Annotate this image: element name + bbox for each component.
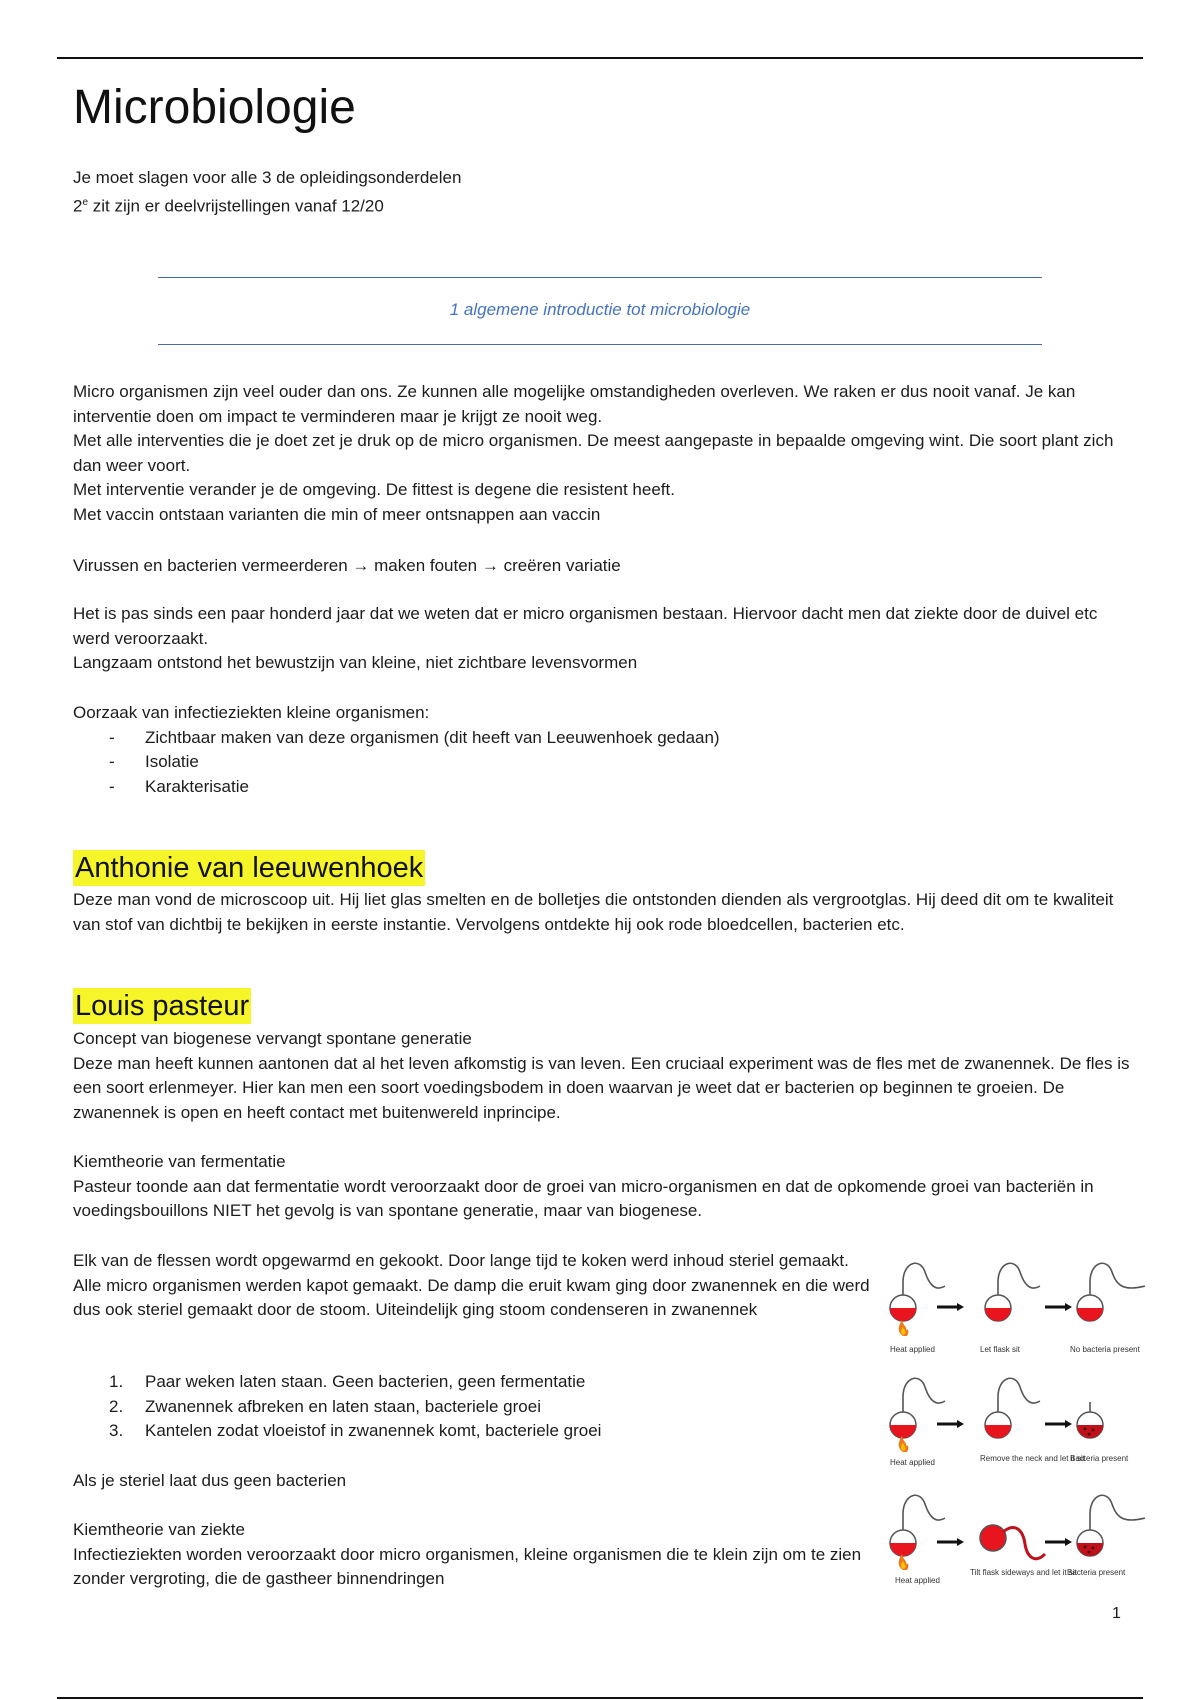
paragraph-line: Met alle interventies die je doet zet je druk op de micro organismen. De meest aangepaste in bepaalde omgeving wint. Die soort plant zich dan weer voort. <box>73 431 1114 475</box>
steps-block <box>73 1370 873 1444</box>
heading-leeuwenhoek: Anthonie van leeuwenhoek <box>75 852 424 884</box>
paragraph-line: Micro organismen zijn veel ouder dan ons. Ze kunnen alle mogelijke omstandigheden overleven. We raken er dus nooit vanaf. Je kan interventie doen om impact te verminderen maar je krijgt ze nooit weg. <box>73 382 1076 426</box>
list-item-text: Karakterisatie <box>145 776 249 796</box>
figure-label: Bacteria present <box>1070 1454 1129 1463</box>
list-dash: - <box>109 776 115 796</box>
flask-icon <box>1077 1495 1145 1556</box>
chapter-rule-top <box>158 277 1042 278</box>
figure-label: Let flask sit <box>980 1345 1021 1354</box>
list-item <box>73 1370 873 1395</box>
leeuwenhoek-text: Deze man vond de microscoop uit. Hij liet glas smelten en de bolletjes die ontstonden dienden als vergrootglas. Hij deed dit om te kwaliteit van stof van dichtbij te bekijken in eerste instantie. Vervolgens ontdekte hij ook rode bloedcellen, bacterien etc. <box>73 890 1114 934</box>
disease-block <box>73 1518 885 1592</box>
paragraph-line: Concept van biogenese vervangt spontane generatie <box>73 1029 472 1048</box>
list-item <box>73 775 1133 800</box>
list-number: 2. <box>109 1396 124 1416</box>
intro-line-1: Je moet slagen voor alle 3 de opleidingsonderdelen <box>73 168 462 187</box>
intro-line-2 <box>73 191 1133 219</box>
page-number: 1 <box>1112 1605 1121 1622</box>
flask-icon <box>1077 1263 1145 1321</box>
flask-icon <box>985 1378 1040 1438</box>
chapter-rule-bottom <box>158 344 1042 345</box>
figure-label: Bacteria present <box>1067 1568 1126 1577</box>
flask-icon <box>890 1495 945 1570</box>
list-dash: - <box>109 752 115 771</box>
list-item-text: Kantelen zodat vloeistof in zwanennek komt, bacteriele groei <box>145 1421 602 1440</box>
figure-row-2 <box>890 1378 1129 1467</box>
paragraph-line: Het is pas sinds een paar honderd jaar dat we weten dat er micro organismen bestaan. Hiervoor dacht men dat ziekte door de duivel etc werd veroorzaakt. <box>73 604 1098 648</box>
figure-label: Heat applied <box>895 1576 940 1585</box>
paragraph-line: Deze man heeft kunnen aantonen dat al het leven afkomstig is van leven. Een cruciaal experiment was de fles met de zwanennek. De fles is een soort erlenmeyer. Hier kan men een soort voedingsbodem in doen waarvan je weet dat er bacterien op beginnen te groeien. De zwanennek is open en heeft contact met buitenwereld inprincipe. <box>73 1053 1130 1122</box>
sterile-line: Als je steriel laat dus geen bacterien <box>73 1471 347 1490</box>
figure-label: Remove the neck and let it sit <box>980 1454 1085 1463</box>
list-number: 3. <box>109 1421 124 1440</box>
document-title: Microbiologie <box>73 81 356 134</box>
cause-block <box>73 701 1133 799</box>
paragraph-intro <box>73 380 1133 527</box>
list-item-text: Zichtbaar maken van deze organismen (dit heeft van Leeuwenhoek gedaan) <box>145 727 720 747</box>
list-item <box>73 1419 873 1444</box>
flask-icon <box>1077 1402 1103 1438</box>
figure-label: Heat applied <box>890 1345 935 1354</box>
flask-icon <box>890 1378 945 1452</box>
fermentation-title: Kiemtheorie van fermentatie <box>73 1152 286 1171</box>
paragraph-history <box>73 602 1133 676</box>
heading-pasteur: Louis pasteur <box>75 990 250 1022</box>
tilted-flask-icon <box>980 1525 1045 1559</box>
paragraph-line: Langzaam ontstond het bewustzijn van kleine, niet zichtbare levensvormen <box>73 653 638 672</box>
figure-label: Tilt flask sideways and let it sit <box>970 1568 1077 1577</box>
flask-icon <box>985 1263 1040 1321</box>
intro-line-2-rest: zit zijn er deelvrijstellingen vanaf 12/20 <box>88 196 384 216</box>
list-dash: - <box>109 727 115 747</box>
disease-title: Kiemtheorie van ziekte <box>73 1520 245 1539</box>
steps-list <box>73 1370 873 1444</box>
flasks-text: Elk van de flessen wordt opgewarmd en gekookt. Door lange tijd te koken werd inhoud steriel gemaakt. Alle micro organismen werden kapot gemaakt. De damp die eruit kwam ging door zwanennek en die werd dus ook steriel gemaakt door de stoom. Uiteindelijk ging stoom condenseren in zwanennek <box>73 1251 870 1319</box>
intro-block <box>73 166 1133 219</box>
list-number: 1. <box>109 1372 124 1391</box>
cause-intro: Oorzaak van infectieziekten kleine organismen: <box>73 703 430 722</box>
paragraph-line: Met vaccin ontstaan varianten die min of meer ontsnappen aan vaccin <box>73 504 601 524</box>
figure-label: No bacteria present <box>1070 1345 1140 1354</box>
figure-row-1 <box>890 1263 1145 1354</box>
intro-line-2-number: 2 <box>73 196 83 216</box>
list-item-text: Zwanennek afbreken en laten staan, bacteriele groei <box>145 1396 541 1416</box>
list-item <box>73 726 1133 751</box>
flask-icon <box>890 1263 945 1336</box>
paragraph-line: Met interventie verander je de omgeving. De fittest is degene die resistent heeft. <box>73 480 675 499</box>
list-item <box>73 750 1133 775</box>
list-item-text: Paar weken laten staan. Geen bacterien, geen fermentatie <box>145 1372 586 1391</box>
disease-text: Infectieziekten worden veroorzaakt door micro organismen, kleine organismen die te klein zijn om te zien zonder vergroting, die de gastheer binnendringen <box>73 1544 862 1588</box>
fermentation-block <box>73 1150 1133 1224</box>
top-rule <box>57 57 1143 59</box>
variation-line: Virussen en bacterien vermeerderen → maken fouten → creëren variatie <box>73 556 621 575</box>
bottom-rule <box>57 1697 1143 1699</box>
pasteur-intro <box>73 1027 1133 1125</box>
cause-list <box>73 726 1133 800</box>
figure-row-3 <box>890 1495 1145 1585</box>
figure-label: Heat applied <box>890 1458 935 1467</box>
intro-line-2-sup: e <box>82 196 89 208</box>
list-item-text: Isolatie <box>145 752 199 771</box>
list-item <box>73 1395 873 1420</box>
chapter-heading: 1 algemene introductie tot microbiologie <box>449 300 751 319</box>
fermentation-text: Pasteur toonde aan dat fermentatie wordt veroorzaakt door de groei van micro-organismen en dat de opkomende groei van bacteriën in voedingsbouillons NIET het gevolg is van spontane generatie, maar van biogenese. <box>73 1176 1094 1220</box>
swan-neck-flask-figure <box>885 1252 1155 1592</box>
